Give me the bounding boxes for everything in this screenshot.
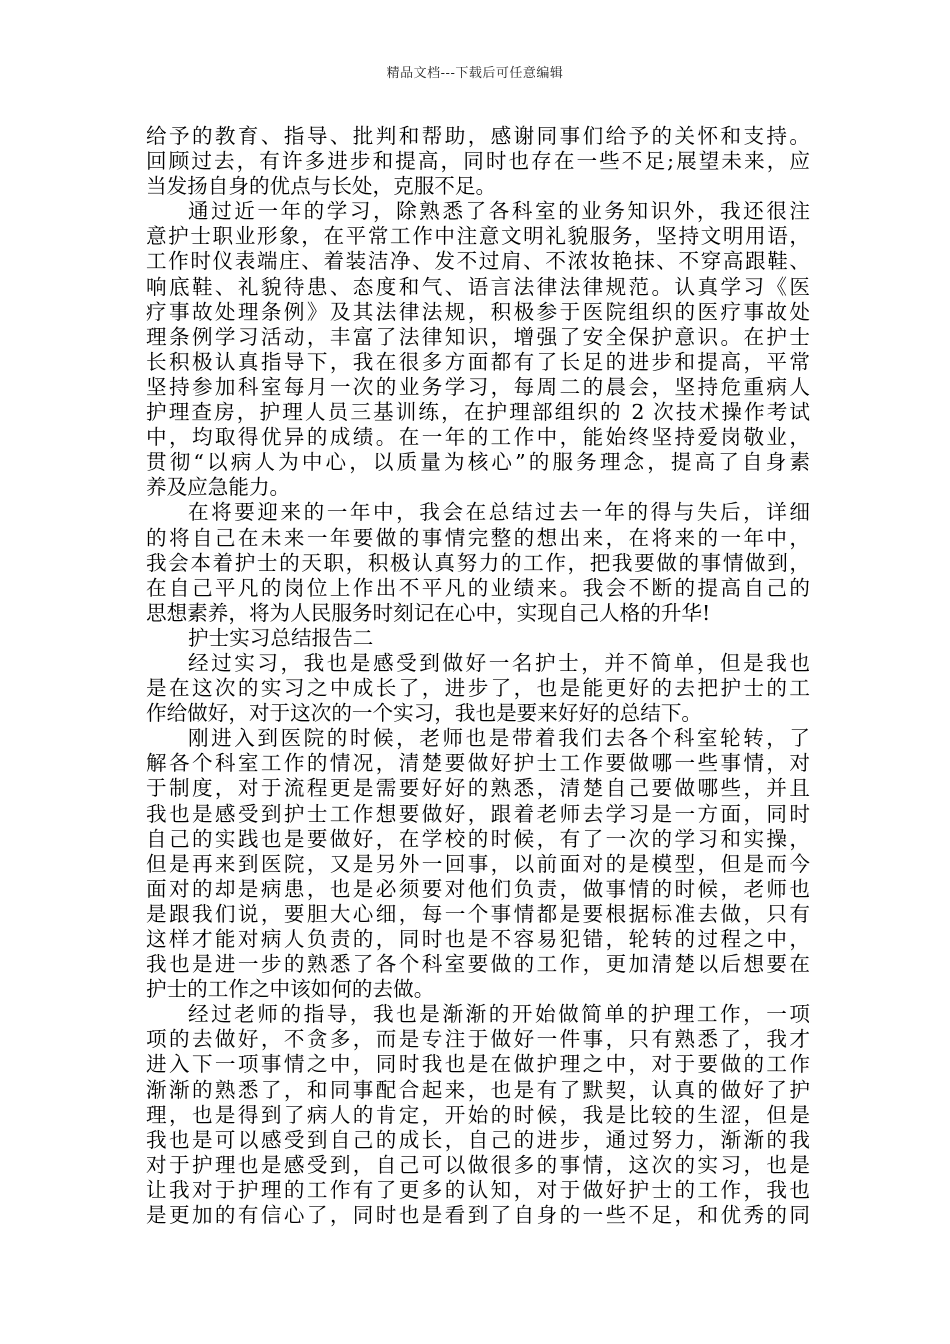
text-line: 面对的却是病患，也是必须要对他们负责，做事情的时候，老师也	[146, 876, 810, 901]
text-line: 我会本着护士的天职，积极认真努力的工作，把我要做的事情做到，	[146, 550, 810, 575]
text-line: 长积极认真指导下，我在很多方面都有了长足的进步和提高，平常	[146, 349, 810, 374]
paragraph-first-line: 护士实习总结报告二	[188, 625, 374, 650]
text-line: 护士的工作之中该如何的去做。	[146, 977, 435, 1002]
text-line: 但是再来到医院，又是另外一回事，以前面对的是模型，但是而今	[146, 851, 810, 876]
paragraph-first-line: 刚进入到医院的时候，老师也是带着我们去各个科室轮转，了	[188, 726, 810, 751]
text-line: 坚持参加科室每月一次的业务学习，每周二的晨会，坚持危重病人	[146, 374, 810, 399]
text-line: 进入下一项事情之中，同时我也是在做护理之中，对于要做的工作	[146, 1052, 810, 1077]
text-line: 给予的教育、指导、批判和帮助，感谢同事们给予的关怀和支持。	[146, 124, 810, 148]
text-line: 让我对于护理的工作有了更多的认知，对于做好护士的工作，我也	[146, 1177, 810, 1202]
page-header: 精品文档---下载后可任意编辑	[386, 66, 564, 81]
paragraph-first-line: 通过近一年的学习，除熟悉了各科室的业务知识外，我还很注	[188, 199, 810, 224]
paragraph-first-line: 经过实习，我也是感受到做好一名护士，并不简单，但是我也	[188, 650, 810, 675]
text-line: 作给做好，对于这次的一个实习，我也是要来好好的总结下。	[146, 701, 703, 726]
text-line: 对于护理也是感受到，自己可以做很多的事情，这次的实习，也是	[146, 1152, 810, 1177]
text-line: 自己的实践也是要做好，在学校的时候，有了一次的学习和实操，	[146, 826, 810, 851]
text-line: 于制度，对于流程更是需要好好的熟悉，清楚自己要做哪些，并且	[146, 776, 810, 801]
text-line: 中，均取得优异的成绩。在一年的工作中，能始终坚持爱岗敬业，	[146, 425, 810, 450]
text-line: 是跟我们说，要胆大心细，每一个事情都是要根据标准去做，只有	[146, 901, 810, 926]
text-line: 疗事故处理条例》及其法律法规，积极参于医院组织的医疗事故处	[146, 299, 810, 324]
text-line: 在自己平凡的岗位上作出不平凡的业绩来。我会不断的提高自己的	[146, 575, 810, 600]
text-line: 解各个科室工作的情况，清楚要做好护士工作要做哪一些事情，对	[146, 751, 810, 776]
text-line: 我也是感受到护士工作想要做好，跟着老师去学习是一方面，同时	[146, 801, 810, 826]
text-line: 的将自己在未来一年要做的事情完整的想出来，在将来的一年中，	[146, 525, 810, 550]
text-line: 是在这次的实习之中成长了，进步了，也是能更好的去把护士的工	[146, 676, 810, 701]
text-line: 思想素养，将为人民服务时刻记在心中，实现自己人格的升华!	[146, 600, 711, 625]
paragraph-first-line: 经过老师的指导，我也是渐渐的开始做简单的护理工作，一项	[188, 1002, 810, 1027]
text-line: 当发扬自身的优点与长处，克服不足。	[146, 174, 497, 199]
text-line: 响底鞋、礼貌待患、态度和气、语言法律法律规范。认真学习《医	[146, 274, 810, 299]
text-line: 意护士职业形象，在平常工作中注意文明礼貌服务，坚持文明用语，	[146, 224, 810, 249]
text-line: 我也是可以感受到自己的成长，自己的进步，通过努力，渐渐的我	[146, 1127, 810, 1152]
paragraph-first-line: 在将要迎来的一年中，我会在总结过去一年的得与失后，详细	[188, 500, 810, 525]
body-text	[146, 124, 810, 1228]
text-line: 理，也是得到了病人的肯定，开始的时候，我是比较的生涩，但是	[146, 1102, 810, 1127]
text-line: 工作时仪表端庄、着装洁净、发不过肩、不浓妆艳抹、不穿高跟鞋、	[146, 249, 810, 274]
text-line: 回顾过去，有许多进步和提高，同时也存在一些不足;展望未来，应	[146, 149, 810, 174]
text-line: 这样才能对病人负责的，同时也是不容易犯错，轮转的过程之中，	[146, 927, 810, 951]
text-line: 养及应急能力。	[146, 475, 291, 500]
text-line: 渐渐的熟悉了，和同事配合起来，也是有了默契，认真的做好了护	[146, 1077, 810, 1102]
text-line: 我也是进一步的熟悉了各个科室要做的工作，更加清楚以后想要在	[146, 952, 810, 977]
text-line: 贯彻“以病人为中心，以质量为核心”的服务理念，提高了自身素	[146, 450, 810, 475]
text-line: 项的去做好，不贪多，而是专注于做好一件事，只有熟悉了，我才	[146, 1027, 810, 1052]
text-line: 是更加的有信心了，同时也是看到了自身的一些不足，和优秀的同	[146, 1203, 810, 1228]
text-line: 理条例学习活动，丰富了法律知识，增强了安全保护意识。在护士	[146, 324, 810, 349]
text-line: 护理查房，护理人员三基训练，在护理部组织的 2 次技术操作考试	[146, 400, 810, 425]
